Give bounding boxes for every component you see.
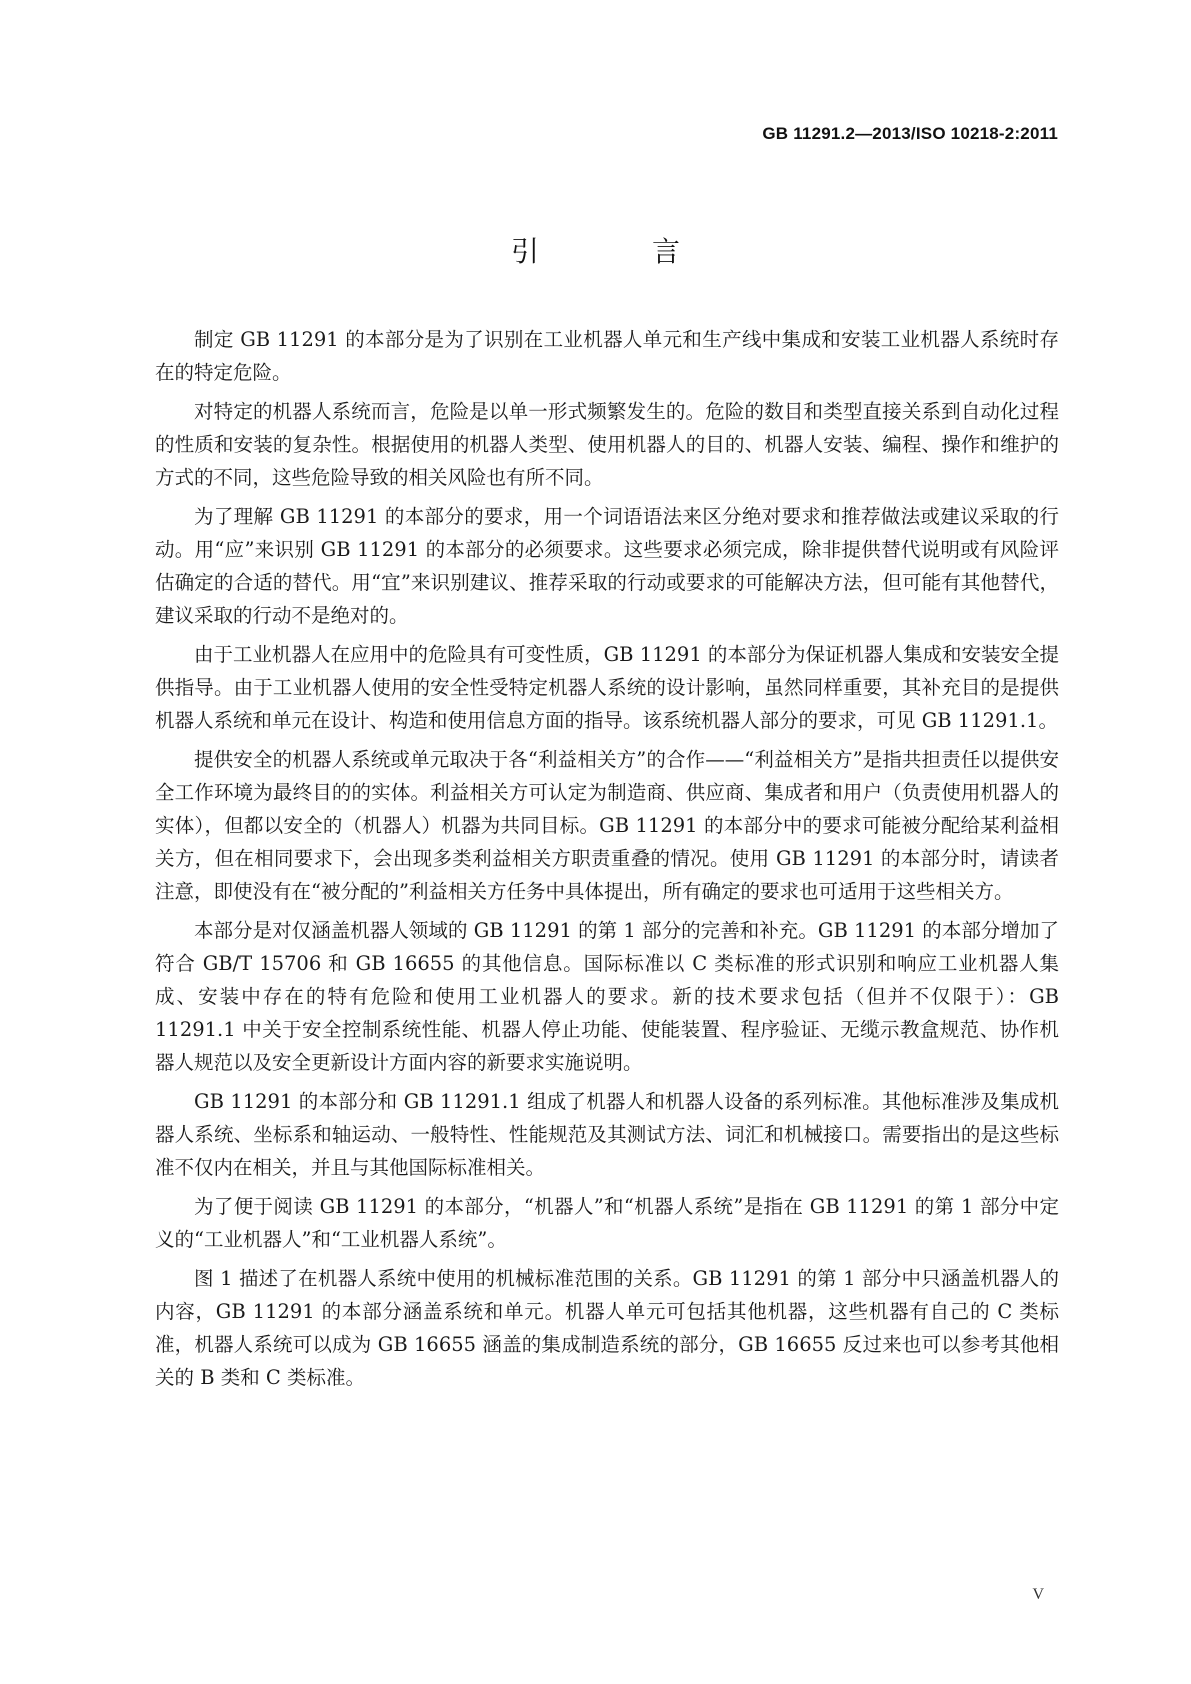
paragraph: 提供安全的机器人系统或单元取决于各“利益相关方”的合作——“利益相关方”是指共担责任以提供安全工作环境为最终目的的实体。利益相关方可认定为制造商、供应商、集成者和用户（负责使用机器人的实体），但都以安全的（机器人）机器为共同目标。GB 11291 的本部分中的要求可能被分配给某利益相关方，但在相同要求下，会出现多类利益相关方职责重叠的情况。使用 GB 11291 的本部分时，请读者注意，即使没有在“被分配的”利益相关方任务中具体提出，所有确定的要求也可适用于这些相关方。 xyxy=(155,748,1059,903)
page-number: V xyxy=(1032,1586,1044,1603)
standard-code-header: GB 11291.2—2013/ISO 10218-2:2011 xyxy=(762,124,1058,143)
paragraph: 本部分是对仅涵盖机器人领域的 GB 11291 的第 1 部分的完善和补充。GB 11291 的本部分增加了符合 GB/T 15706 和 GB 16655 的其他信息。国际标准以 C 类标准的形式识别和响应工业机器人集成、安装中存在的特有危险和使用工业机器人的要求。新的技术要求包括（但并不仅限于）：GB 11291.1 中关于安全控制系统性能、机器人停止功能、使能装置、程序验证、无缆示教盒规范、协作机器人规范以及安全更新设计方面内容的新要求实施说明。 xyxy=(155,919,1059,1074)
paragraph: 制定 GB 11291 的本部分是为了识别在工业机器人单元和生产线中集成和安装工业机器人系统时存在的特定危险。 xyxy=(155,328,1059,384)
paragraph: 为了理解 GB 11291 的本部分的要求，用一个词语语法来区分绝对要求和推荐做法或建议采取的行动。用“应”来识别 GB 11291 的本部分的必须要求。这些要求必须完成，除非提供替代说明或有风险评估确定的合适的替代。用“宜”来识别建议、推荐采取的行动或要求的可能解决方法，但可能有其他替代，建议采取的行动不是绝对的。 xyxy=(155,505,1059,627)
paragraph: GB 11291 的本部分和 GB 11291.1 组成了机器人和机器人设备的系列标准。其他标准涉及集成机器人系统、坐标系和轴运动、一般特性、性能规范及其测试方法、词汇和机械接口。需要指出的是这些标准不仅内在相关，并且与其他国际标准相关。 xyxy=(155,1090,1059,1179)
body-text xyxy=(155,323,1059,1400)
paragraph: 对特定的机器人系统而言，危险是以单一形式频繁发生的。危险的数目和类型直接关系到自动化过程的性质和安装的复杂性。根据使用的机器人类型、使用机器人的目的、机器人安装、编程、操作和维护的方式的不同，这些危险导致的相关风险也有所不同。 xyxy=(155,400,1059,489)
paragraph: 由于工业机器人在应用中的危险具有可变性质，GB 11291 的本部分为保证机器人集成和安装安全提供指导。由于工业机器人使用的安全性受特定机器人系统的设计影响，虽然同样重要，其补充目的是提供机器人系统和单元在设计、构造和使用信息方面的指导。该系统机器人部分的要求，可见 GB 11291.1。 xyxy=(155,643,1059,732)
paragraph: 图 1 描述了在机器人系统中使用的机械标准范围的关系。GB 11291 的第 1 部分中只涵盖机器人的内容，GB 11291 的本部分涵盖系统和单元。机器人单元可包括其他机器，这些机器有自己的 C 类标准，机器人系统可以成为 GB 16655 涵盖的集成制造系统的部分，GB 16655 反过来也可以参考其他相关的 B 类和 C 类标准。 xyxy=(155,1267,1059,1389)
section-title: 引 言 xyxy=(511,235,732,268)
paragraph: 为了便于阅读 GB 11291 的本部分，“机器人”和“机器人系统”是指在 GB 11291 的第 1 部分中定义的“工业机器人”和“工业机器人系统”。 xyxy=(155,1195,1059,1251)
